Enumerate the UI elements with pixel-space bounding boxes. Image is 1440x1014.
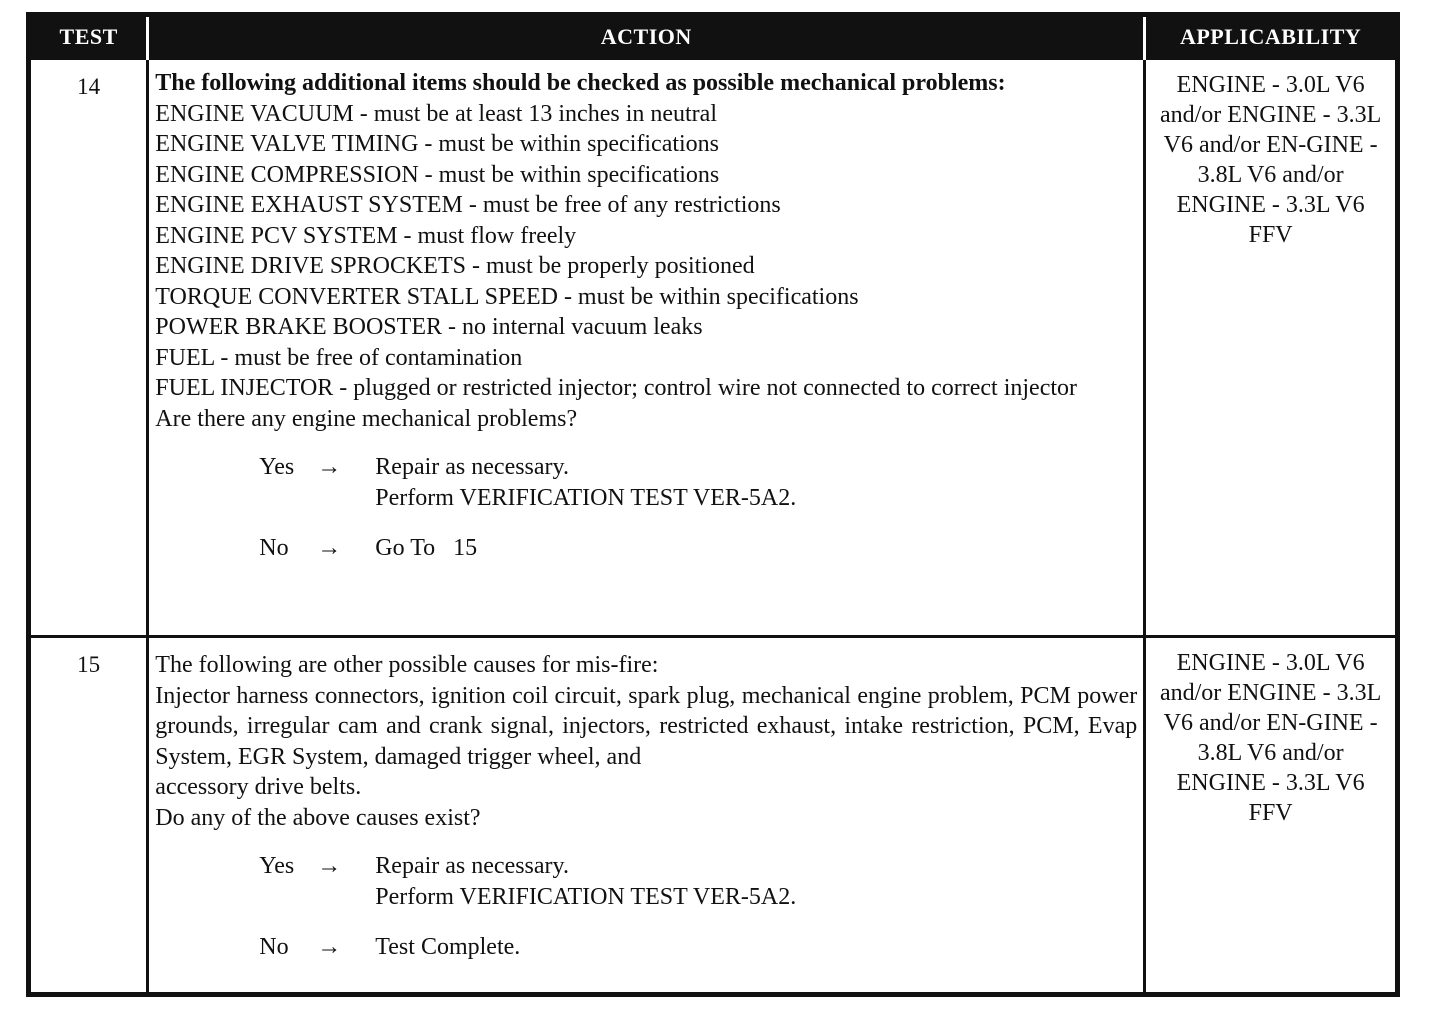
arrow-icon: → — [317, 535, 342, 561]
check-item: ENGINE EXHAUST SYSTEM - must be free of any restrictions — [155, 192, 781, 218]
table-row-test-14 — [29, 59, 1398, 637]
arrow-icon: → — [317, 454, 342, 480]
answer-no-label: No — [259, 535, 289, 561]
check-item: TORQUE CONVERTER STALL SPEED - must be within specifications — [155, 283, 859, 310]
cause-list-tail: accessory drive belts. — [155, 774, 362, 800]
answer-yes-verification: Perform VERIFICATION TEST VER-5A2. — [375, 883, 797, 910]
header-test: TEST — [29, 15, 148, 59]
applicability-14: ENGINE - 3.0L V6 and/or ENGINE - 3.3L V6 and/or EN-GINE - 3.8L V6 and/or ENGINE - 3.3L V6 FFV — [1145, 59, 1398, 637]
check-item: FUEL - must be free of contamination — [155, 344, 523, 371]
question-text: Are there any engine mechanical problems? — [155, 405, 578, 432]
cause-list: Injector harness connectors, ignition coil circuit, spark plug, mechanical engine problem, PCM power grounds, irregular cam and crank signal, injectors, restricted exhaust, intake restriction, PCM, Evap System, EGR System, damaged trigger wheel, and — [155, 682, 1138, 770]
answer-yes-label: Yes — [259, 853, 295, 879]
table-row-test-15 — [29, 637, 1398, 995]
action-heading: The following additional items should be checked as possible mechanical problems: — [155, 70, 1006, 96]
answer-yes-label: Yes — [259, 454, 295, 480]
check-item: ENGINE PCV SYSTEM - must flow freely — [155, 222, 577, 249]
check-item: ENGINE COMPRESSION - must be within specifications — [155, 161, 720, 188]
test-number-14: 14 — [29, 59, 148, 637]
action-cell-14 — [148, 59, 1145, 637]
question-text: Do any of the above causes exist? — [155, 804, 481, 831]
table-header-row — [29, 15, 1398, 59]
answer-no-label: No — [259, 934, 289, 960]
answer-no-action: Go To 15 — [375, 535, 478, 561]
action-cell-15 — [148, 637, 1145, 995]
applicability-15: ENGINE - 3.0L V6 and/or ENGINE - 3.3L V6 and/or EN-GINE - 3.8L V6 and/or ENGINE - 3.3L V6 FFV — [1145, 637, 1398, 995]
check-item: ENGINE VACUUM - must be at least 13 inches in neutral — [155, 100, 717, 127]
check-item: ENGINE DRIVE SPROCKETS - must be properly positioned — [155, 253, 755, 279]
answer-yes-action: Repair as necessary. — [375, 454, 569, 480]
answer-yes — [259, 851, 1137, 912]
answer-no-action: Test Complete. — [375, 934, 521, 960]
answer-no — [259, 533, 1137, 564]
check-item: POWER BRAKE BOOSTER - no internal vacuum leaks — [155, 314, 703, 340]
header-action: ACTION — [148, 15, 1145, 59]
answer-yes-verification: Perform VERIFICATION TEST VER-5A2. — [375, 484, 797, 511]
answer-yes — [259, 452, 1137, 513]
header-applicability: APPLICABILITY — [1145, 15, 1398, 59]
arrow-icon: → — [317, 853, 342, 879]
test-number-15: 15 — [29, 637, 148, 995]
answer-yes-action: Repair as necessary. — [375, 853, 569, 879]
action-intro: The following are other possible causes for mis-fire: — [155, 652, 659, 678]
diagnostic-table — [26, 12, 1400, 997]
arrow-icon: → — [317, 934, 342, 960]
check-item: ENGINE VALVE TIMING - must be within specifications — [155, 131, 720, 157]
answer-no — [259, 932, 1137, 963]
check-item: FUEL INJECTOR - plugged or restricted injector; control wire not connected to correct injector — [155, 375, 1078, 401]
